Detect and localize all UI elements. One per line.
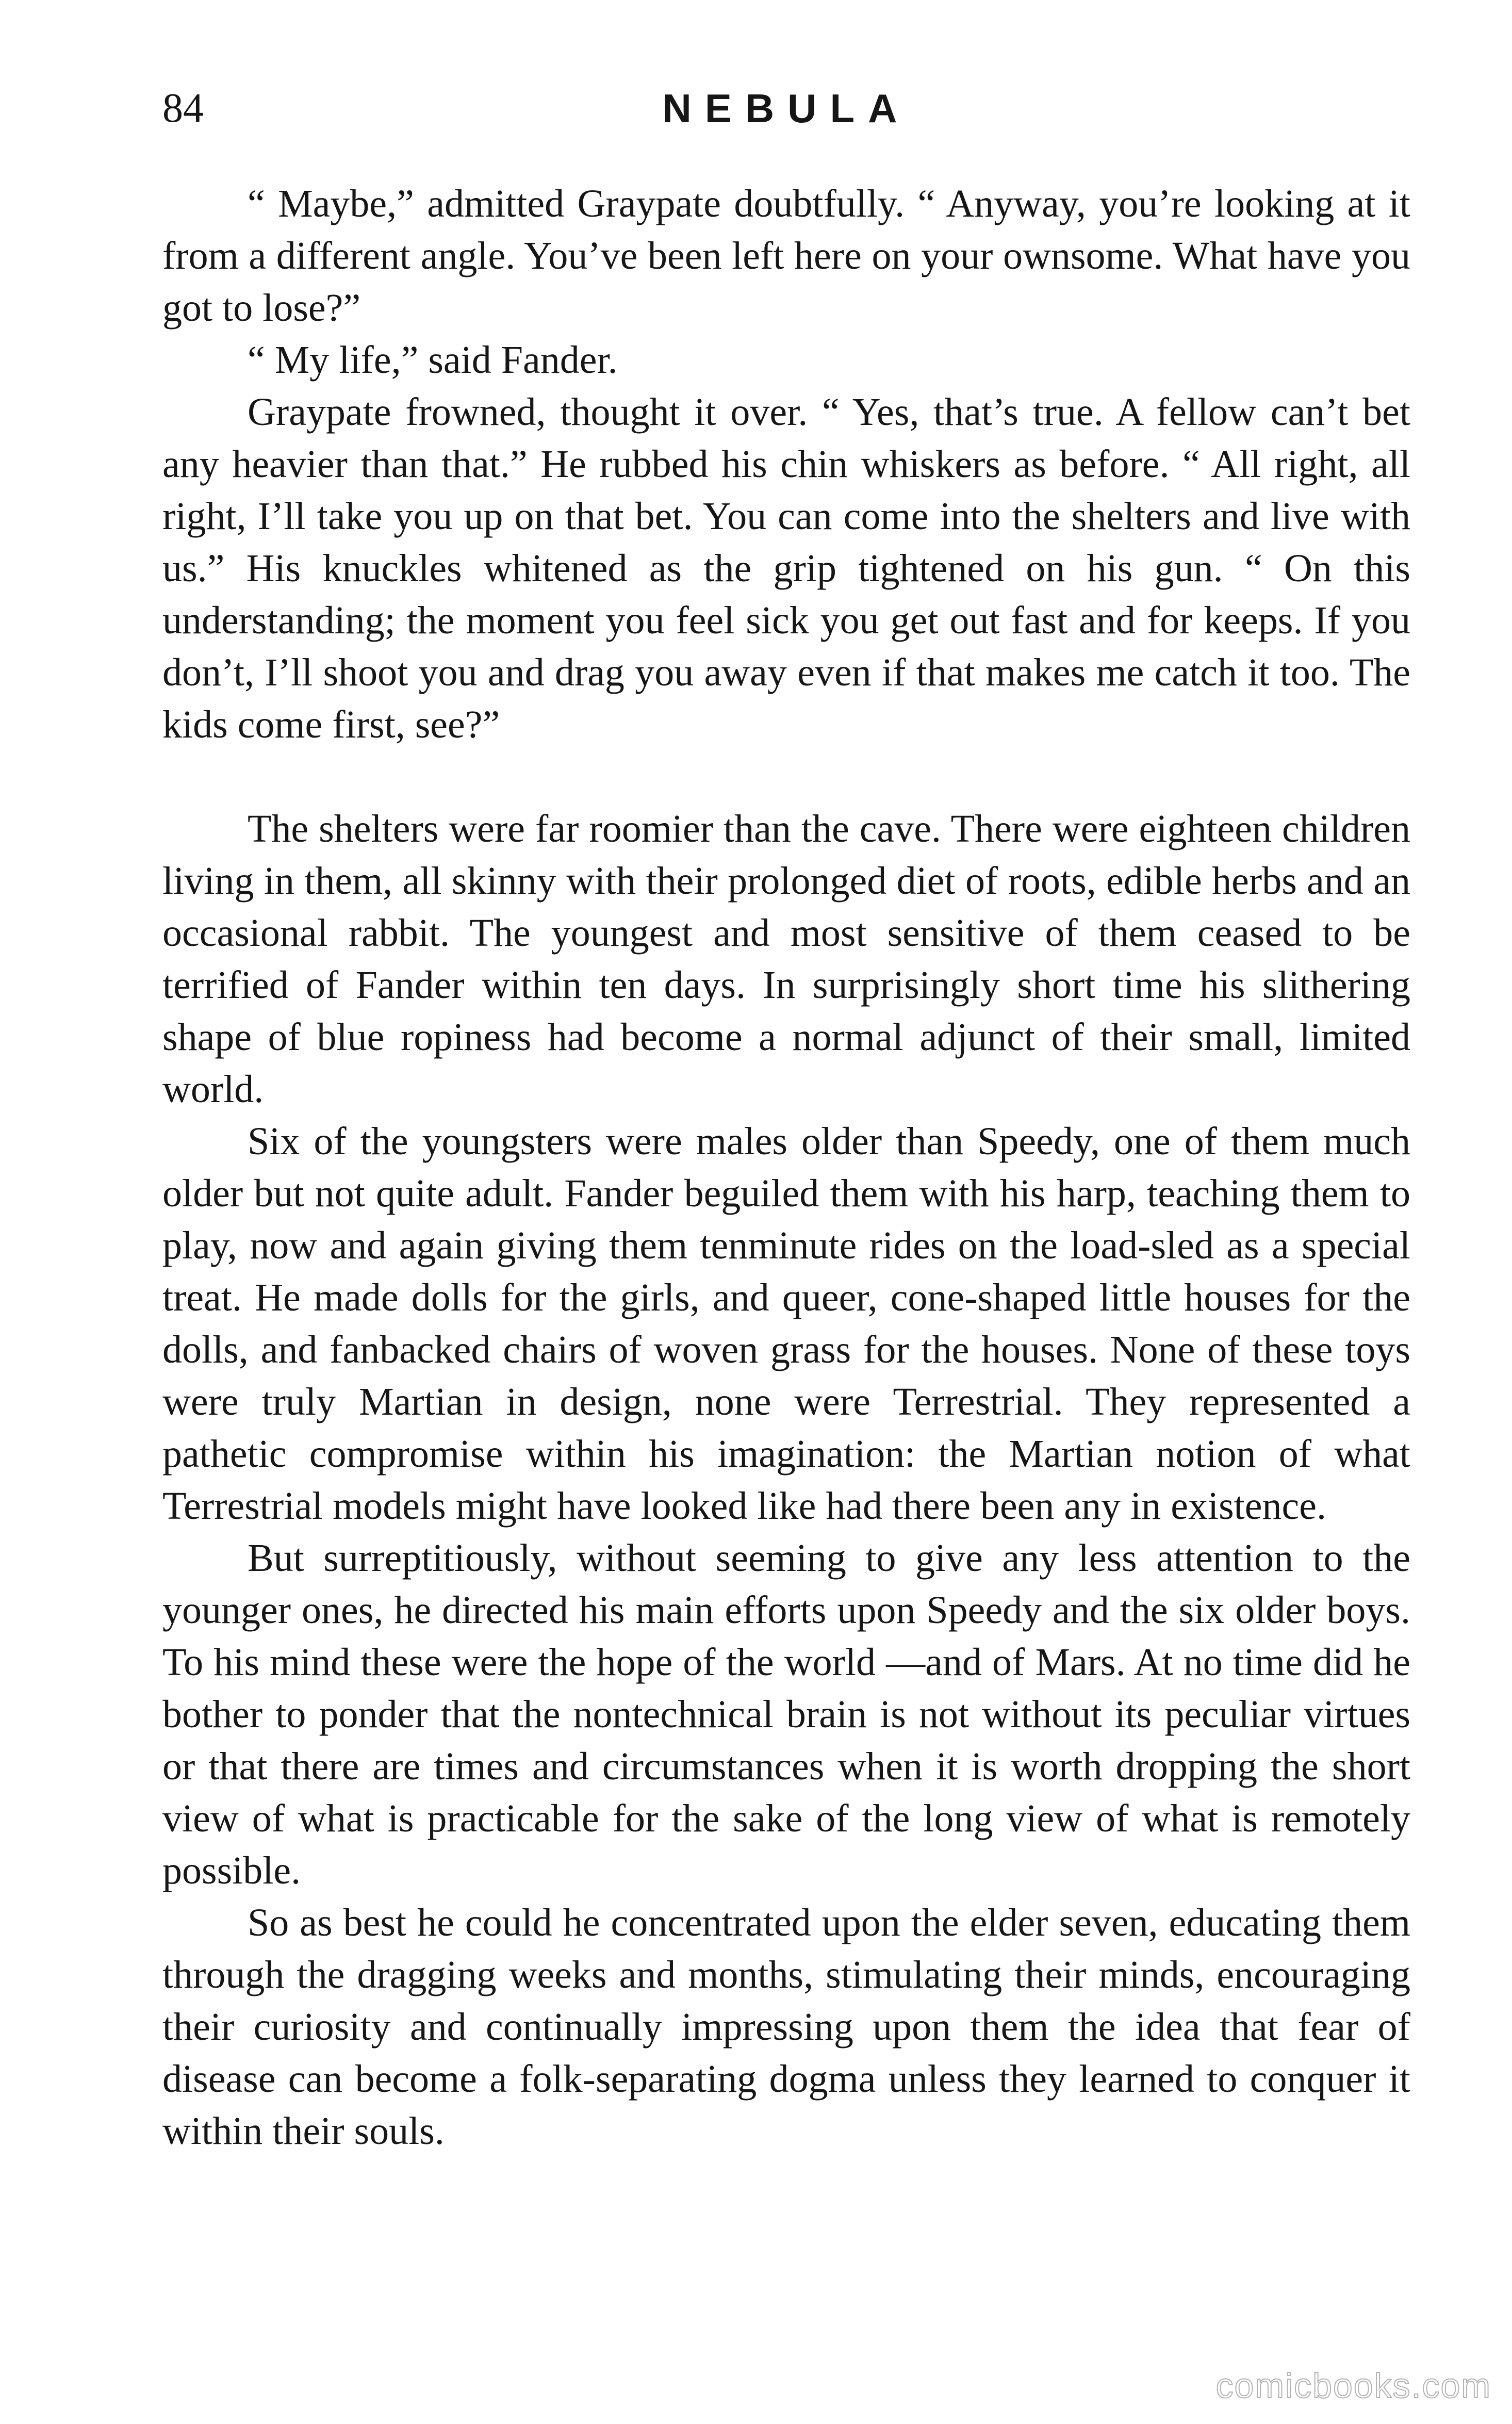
paragraph: “ Maybe,” admitted Graypate doubtfully. “ Anyway, you’re looking at it from a different angle. You’ve been left here on your ownsome. What have you got to lose?” (162, 182, 1410, 330)
watermark: comicbooks.com (1215, 2366, 1491, 2405)
paragraph: Six of the youngsters were males older than Speedy, one of them much older but not quite adult. Fander beguiled them with his harp, teaching them to play, now and again giving them tenminute rides on the load-sled as a special treat. He made dolls for the girls, and queer, cone-shaped little houses for the dolls, and fanbacked chairs of woven grass for the houses. None of these toys were truly Martian in design, none were Terrestrial. They represented a pathetic compromise within his imagination: the Martian notion of what Terrestrial models might have looked like had there been any in existence. (162, 1120, 1410, 1528)
paragraph: “ My life,” said Fander. (248, 338, 618, 382)
paragraph: Graypate frowned, thought it over. “ Yes, that’s true. A fellow can’t bet any heavier than that.” He rubbed his chin whiskers as before. “ All right, all right, I’ll take you up on that bet. You can come into the shelters and live with us.” His knuckles whitened as the grip tightened on his gun. “ On this understanding; the moment you feel sick you get out fast and for keeps. If you don’t, I’ll shoot you and drag you away even if that makes me catch it too. The kids come first, see?” (162, 390, 1410, 746)
paragraph: The shelters were far roomier than the cave. There were eighteen children living in them, all skinny with their prolonged diet of roots, edible herbs and an occasional rabbit. The youngest and most sensitive of them ceased to be terrified of Fander within ten days. In surprisingly short time his slithering shape of blue ropiness had become a normal adjunct of their small, limited world. (162, 807, 1410, 1111)
paragraph: But surreptitiously, without seeming to give any less attention to the younger ones, he directed his main efforts upon Speedy and the six older boys. To his mind these were the hope of the world —and of Mars. At no time did he bother to ponder that the nontechnical brain is not without its peculiar virtues or that there are times and circumstances when it is worth dropping the short view of what is practicable for the sake of the long view of what is remotely possible. (162, 1536, 1410, 1892)
body-text (162, 178, 1410, 2157)
paragraph: So as best he could he concentrated upon the elder seven, educating them through the dragging weeks and months, stimulating their minds, encouraging their curiosity and continually impressing upon them the idea that fear of disease can become a folk-separating dogma unless they learned to conquer it within their souls. (162, 1901, 1410, 2153)
page-number: 84 (162, 86, 204, 131)
running-title: NEBULA (662, 86, 911, 131)
page-header (162, 77, 1410, 139)
